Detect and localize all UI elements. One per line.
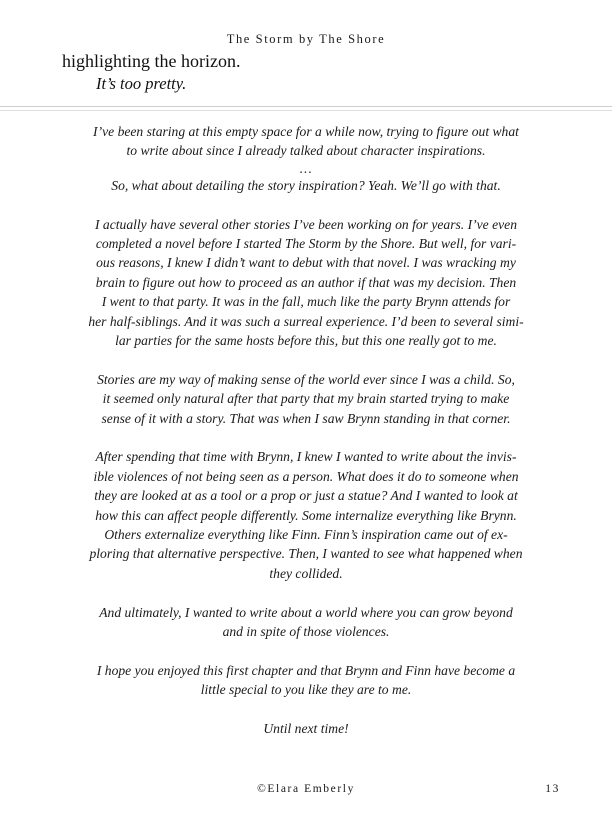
letter-paragraph-2 — [64, 215, 548, 351]
text-line: to write about since I already talked about character inspirations. — [126, 143, 486, 159]
letter-paragraph-1 — [64, 122, 548, 195]
text-line: Others externalize everything like Finn. Finn’s inspiration came out of ex- — [104, 527, 508, 543]
section-divider-secondary — [0, 110, 612, 111]
text-line: After spending that time with Brynn, I knew I wanted to write about the invis- — [95, 449, 517, 465]
running-title: The Storm by The Shore — [226, 32, 386, 46]
page-number: 13 — [545, 783, 560, 795]
letter-paragraph-6 — [64, 661, 548, 700]
text-line: they are looked at as a tool or a prop or just a statue? And I wanted to look at — [94, 488, 518, 504]
text-line: her half-siblings. And it was such a surreal experience. I’d been to several simi- — [88, 313, 524, 329]
author-letter — [64, 122, 548, 758]
text-line: I went to that party. It was in the fall, much like the party Brynn attends for — [101, 294, 511, 310]
text-line: I actually have several other stories I’ve been working on for years. I’ve even — [94, 216, 518, 232]
carryover-text: highlighting the horizon. — [62, 51, 241, 71]
letter-paragraph-3 — [64, 370, 548, 428]
text-line: ous reasons, I knew I didn’t want to debut with that novel. I was wracking my — [96, 255, 516, 271]
text-line: and in spite of those violences. — [222, 624, 390, 640]
text-line: little special to you like they are to me. — [200, 682, 412, 698]
text-line: Stories are my way of making sense of the world ever since I was a child. So, — [97, 371, 515, 387]
letter-paragraph-5 — [64, 603, 548, 642]
text-line: So, what about detailing the story inspiration? Yeah. We’ll go with that. — [111, 177, 501, 193]
text-line: ible violences of not being seen as a person. What does it do to someone when — [93, 468, 519, 484]
text-line: I hope you enjoyed this first chapter and that Brynn and Finn have become a — [96, 662, 516, 678]
text-line: it seemed only natural after that party that my brain started trying to make — [102, 391, 510, 407]
text-line: sense of it with a story. That was when I saw Brynn standing in that corner. — [101, 410, 511, 426]
text-line: And ultimately, I wanted to write about a world where you can grow beyond — [99, 604, 513, 620]
letter-closing — [64, 719, 548, 738]
text-line: Until next time! — [263, 721, 349, 737]
letter-paragraph-4 — [64, 447, 548, 583]
section-divider — [0, 106, 612, 107]
text-line: lar parties for the same hosts before this, but this one really got to me. — [115, 333, 497, 349]
text-line: ploring that alternative perspective. Then, I wanted to see what happened when — [89, 546, 523, 562]
copyright-notice: ©Elara Emberly — [257, 783, 355, 795]
carryover-italic-text: It’s too pretty. — [96, 74, 187, 93]
ellipsis-break: ... — [299, 160, 313, 176]
text-line: I’ve been staring at this empty space for a while now, trying to figure out what — [93, 124, 519, 139]
text-line: completed a novel before I started The Storm by the Shore. But well, for vari- — [95, 236, 517, 252]
text-line: brain to figure out how to proceed as an author if that was my decision. Then — [95, 274, 517, 290]
text-line: they collided. — [269, 565, 343, 581]
text-line: how this can affect people differently. Some internalize everything like Brynn. — [95, 507, 517, 523]
